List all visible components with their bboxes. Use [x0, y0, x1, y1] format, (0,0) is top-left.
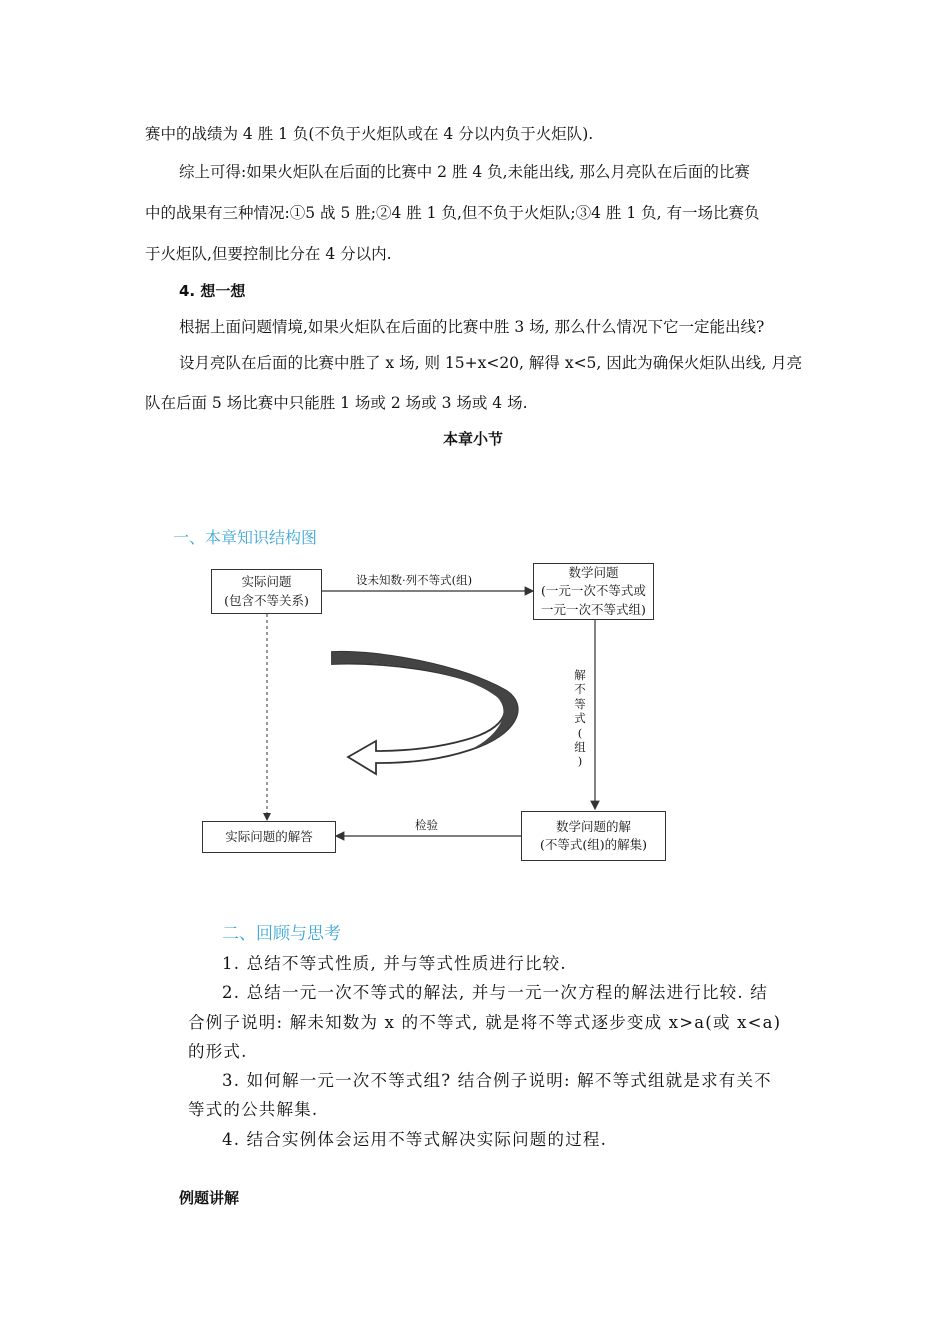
edge-label-bottom: 检验: [415, 818, 438, 832]
box-line: 实际问题的解答: [225, 828, 313, 844]
paragraph-line: 根据上面问题情境,如果火炬队在后面的比赛中胜 3 场, 那么什么情况下它一定能出线?: [179, 318, 765, 336]
vlabel-char: ): [577, 754, 583, 769]
paragraph-line: 赛中的战绩为 4 胜 1 负(不负于火炬队或在 4 分以内负于火炬队).: [145, 125, 594, 143]
review-item: 1. 总结不等式性质, 并与等式性质进行比较.: [222, 954, 567, 973]
review-item: 等式的公共解集.: [188, 1100, 319, 1119]
box-line: (包含不等关系): [224, 592, 309, 608]
review-item: 3. 如何解一元一次不等式组? 结合例子说明: 解不等式组就是求有关不: [222, 1071, 772, 1090]
box-line: (不等式(组)的解集): [539, 837, 647, 852]
section-title-structure: 一、本章知识结构图: [173, 528, 318, 547]
paragraph-line: 于火炬队,但要控制比分在 4 分以内.: [145, 245, 392, 263]
review-item: 的形式.: [188, 1042, 248, 1061]
box-line: 数学问题: [568, 565, 619, 581]
example-heading: 例题讲解: [179, 1189, 240, 1207]
paragraph-line: 综上可得:如果火炬队在后面的比赛中 2 胜 4 负,未能出线, 那么月亮队在后面的比赛: [179, 163, 750, 181]
box-line: 实际问题: [241, 574, 292, 590]
review-item: 合例子说明: 解未知数为 x 的不等式, 就是将不等式逐步变成 x>a(或 x<a): [188, 1013, 782, 1032]
edge-label-top: 设未知数·列不等式(组): [356, 573, 473, 587]
box-math-problem: [533, 563, 654, 620]
edge-label-right: [573, 668, 587, 769]
box-line: (一元一次不等式或: [541, 583, 646, 599]
box-line: 数学问题的解: [555, 818, 631, 834]
box-line: 一元一次不等式组): [541, 601, 646, 617]
section-title-review: 二、回顾与思考: [222, 924, 341, 944]
box-math-solution: [521, 811, 666, 861]
vlabel-char: 解: [574, 668, 586, 682]
vlabel-char: (: [577, 725, 583, 740]
box-real-answer: [202, 821, 336, 853]
big-curved-arrow: [332, 652, 518, 774]
subheading-think: 4. 想一想: [179, 282, 246, 300]
review-item: 4. 结合实例体会运用不等式解决实际问题的过程.: [222, 1130, 608, 1149]
vlabel-char: 等: [574, 696, 586, 711]
vlabel-char: 式: [574, 711, 586, 726]
paragraph-line: 中的战果有三种情况:①5 战 5 胜;②4 胜 1 负,但不负于火炬队;③4 胜 1 负, 有一场比赛负: [145, 204, 760, 222]
paragraph-line: 队在后面 5 场比赛中只能胜 1 场或 2 场或 3 场或 4 场.: [145, 394, 528, 412]
box-real-problem: [211, 569, 322, 614]
review-item: 2. 总结一元一次不等式的解法, 并与一元一次方程的解法进行比较. 结: [222, 983, 768, 1002]
paragraph-line: 设月亮队在后面的比赛中胜了 x 场, 则 15+x<20, 解得 x<5, 因此为确保火炬队出线, 月亮: [179, 354, 803, 372]
vlabel-char: 组: [574, 739, 586, 754]
vlabel-char: 不: [574, 682, 586, 697]
chapter-title: 本章小节: [443, 430, 504, 448]
